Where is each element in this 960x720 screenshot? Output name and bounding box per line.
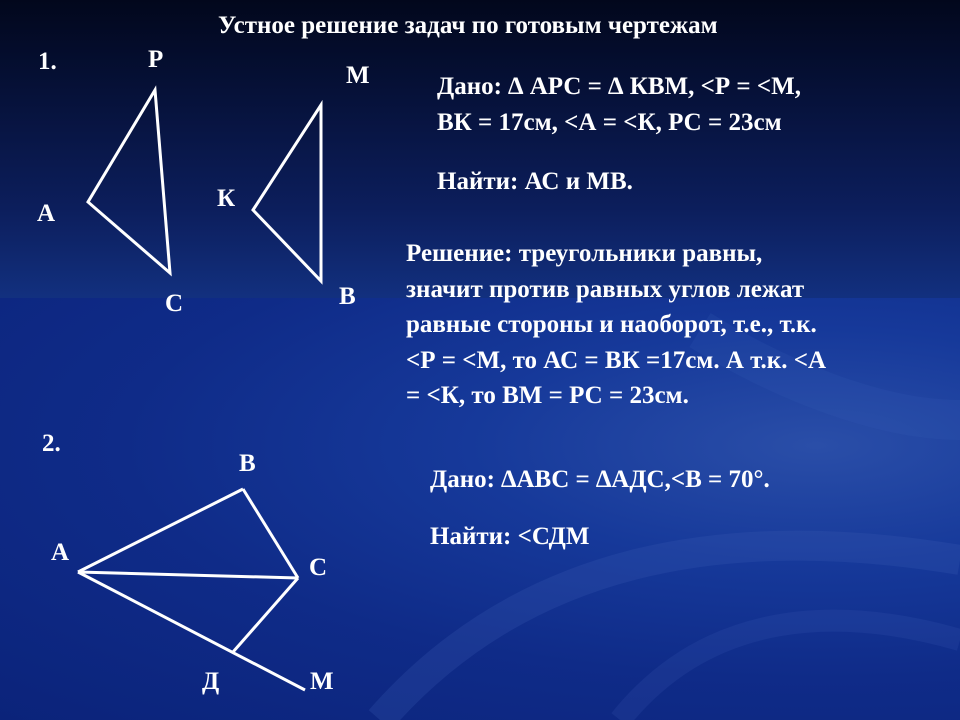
- vertex-label-K: К: [217, 185, 236, 212]
- solution-line: = <К, то ВМ = РС = 23см.: [406, 382, 689, 409]
- solution-line: <Р = <М, то АС = ВК =17см. А т.к. <А: [406, 346, 826, 374]
- segment-AC: [78, 572, 298, 578]
- solution-line: Решение: треугольники равны,: [406, 240, 763, 267]
- segment-AB: [78, 489, 243, 572]
- vertex-label-B2: В: [239, 450, 256, 477]
- vertex-label-P: Р: [148, 46, 164, 73]
- triangle-APC: [88, 90, 170, 273]
- vertex-label-A: А: [37, 200, 56, 227]
- vertex-label-A2: А: [51, 539, 70, 566]
- segment-CD: [233, 578, 298, 652]
- find-line-problem-2: Найти: <СДМ: [430, 523, 590, 550]
- slide-title: Устное решение задач по готовым чертежам: [218, 12, 718, 39]
- vertex-label-M2: М: [310, 668, 334, 695]
- problem-2-number: 2.: [42, 430, 61, 457]
- segment-BC: [243, 489, 298, 578]
- problem-1-number: 1.: [38, 48, 57, 75]
- segment-ADM: [78, 572, 305, 690]
- given-line-problem-2: Дано: ∆АВС = ∆АДС,<В = 70°.: [430, 466, 770, 493]
- vertex-label-C2: С: [309, 554, 328, 581]
- solution-block: [406, 236, 951, 414]
- solution-line: значит против равных углов лежат: [406, 275, 805, 303]
- vertex-label-B: В: [339, 283, 356, 310]
- vertex-label-C: С: [165, 290, 184, 317]
- vertex-label-D: Д: [202, 668, 220, 695]
- solution-line: равные стороны и наоборот, т.е., т.к.: [406, 311, 817, 338]
- given-line-2: ВК = 17см, <А = <К, РС = 23см: [437, 109, 782, 136]
- triangle-KBM: [253, 105, 321, 281]
- given-line-1: Дано: ∆ АРС = ∆ КВМ, <Р = <М,: [437, 73, 801, 100]
- find-line: Найти: АС и МВ.: [437, 168, 633, 195]
- vertex-label-M: М: [346, 62, 370, 89]
